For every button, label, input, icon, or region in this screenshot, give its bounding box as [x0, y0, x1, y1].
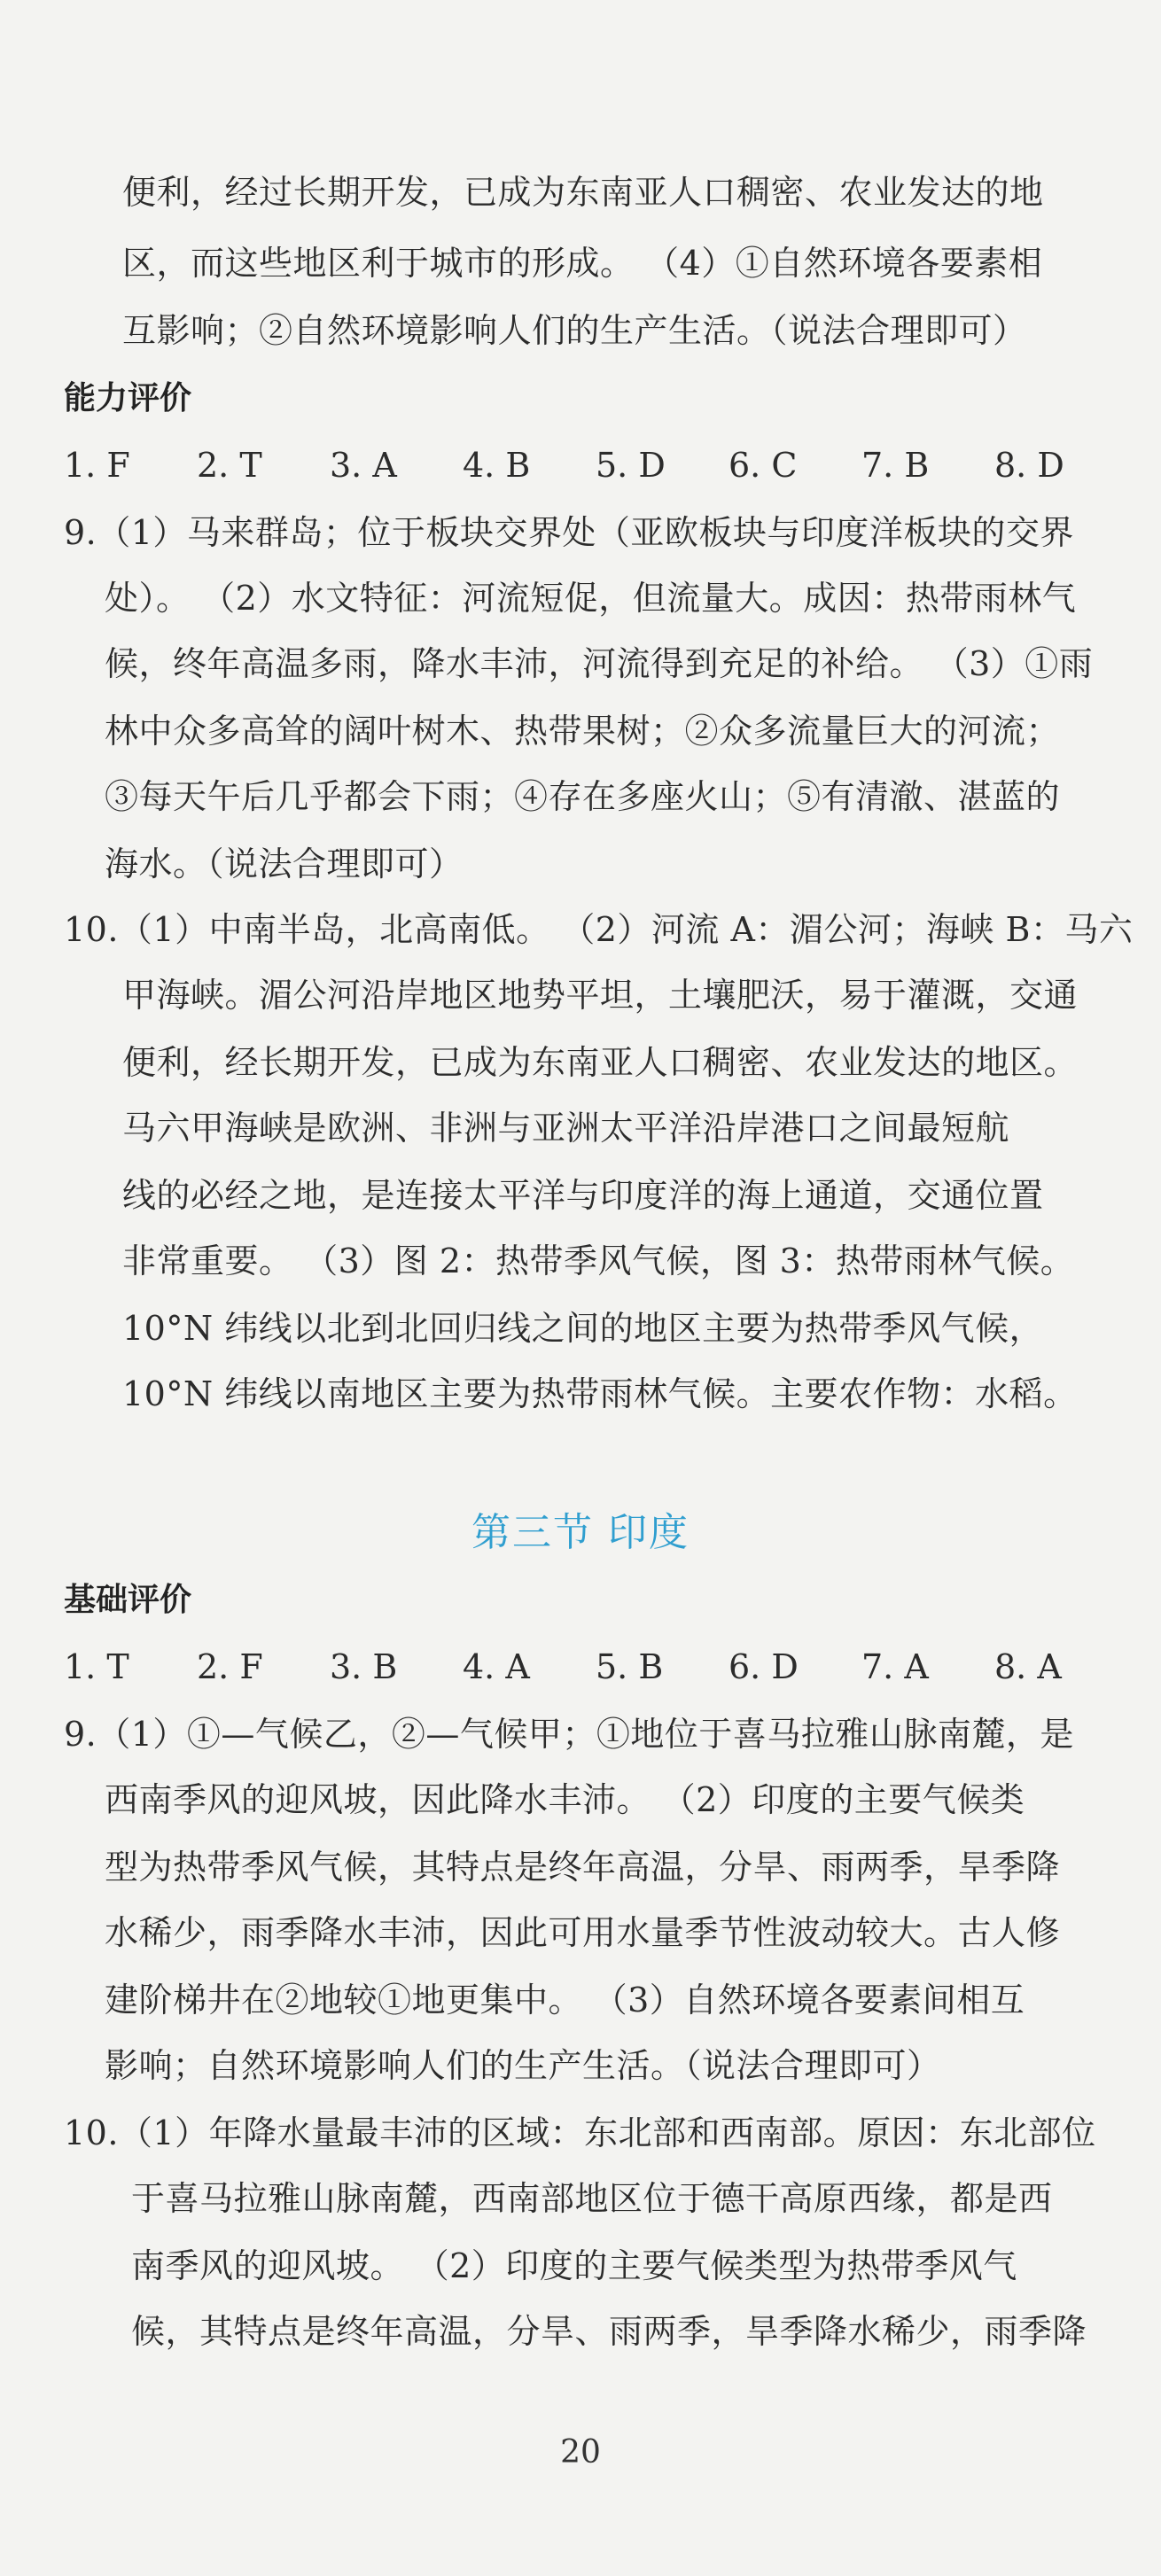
answer-item: 7. A: [861, 1647, 929, 1686]
answer-item: 2. F: [197, 1647, 263, 1686]
question-10-line: 10.（1）年降水量最丰沛的区域：东北部和西南部。原因：东北部位: [64, 2113, 1096, 2152]
question-9-line: 海水。（说法合理即可）: [105, 844, 464, 883]
section-title: 第三节 印度: [471, 1510, 690, 1555]
answer-item: 7. B: [861, 446, 930, 485]
question-9-line: 影响；自然环境影响人们的生产生活。（说法合理即可）: [105, 2046, 941, 2085]
question-9-line: 建阶梯井在②地较①地更集中。 （3）自然环境各要素间相互: [105, 1981, 1025, 2020]
question-9-line: 候，终年高温多雨，降水丰沛，河流得到充足的补给。 （3）①雨: [105, 644, 1094, 683]
question-10-line: 南季风的迎风坡。 （2）印度的主要气候类型为热带季风气: [131, 2246, 1017, 2285]
answer-item: 6. D: [729, 1647, 799, 1686]
page-number: 20: [560, 2434, 601, 2471]
text-line: 互影响；②自然环境影响人们的生产生活。（说法合理即可）: [122, 311, 1027, 350]
question-9-line: 9.（1）①—气候乙，②—气候甲；①地位于喜马拉雅山脉南麓，是: [64, 1715, 1074, 1754]
question-9-line: ③每天午后几乎都会下雨；④存在多座火山；⑤有清澈、湛蓝的: [105, 777, 1061, 816]
question-9-line: 处）。 （2）水文特征：河流短促，但流量大。成因：热带雨林气: [105, 579, 1077, 618]
answer-item: 3. B: [330, 1647, 398, 1686]
question-10-line: 于喜马拉雅山脉南麓，西南部地区位于德干高原西缘，都是西: [131, 2179, 1053, 2218]
text-line: 区，而这些地区利于城市的形成。 （4）①自然环境各要素相: [122, 244, 1043, 283]
answer-item: 5. B: [596, 1647, 664, 1686]
answer-item: 6. C: [729, 446, 798, 485]
answer-item: 8. D: [994, 446, 1064, 485]
answer-item: 4. B: [463, 446, 531, 485]
answer-item: 1. T: [64, 1647, 129, 1686]
answer-item: 8. A: [994, 1647, 1062, 1686]
answer-item: 2. T: [197, 446, 262, 485]
text-line: 便利，经过长期开发，已成为东南亚人口稠密、农业发达的地: [122, 173, 1044, 212]
question-10-line: 便利，经长期开发，已成为东南亚人口稠密、农业发达的地区。: [122, 1043, 1079, 1082]
answer-item: 1. F: [64, 446, 130, 485]
question-10-line: 马六甲海峡是欧洲、非洲与亚洲太平洋沿岸港口之间最短航: [122, 1109, 1010, 1148]
basic-heading: 基础评价: [64, 1582, 192, 1618]
ability-heading: 能力评价: [64, 380, 192, 416]
question-9-line: 林中众多高耸的阔叶树木、热带果树；②众多流量巨大的河流；: [105, 712, 1061, 751]
question-10-line: 10°N 纬线以北到北回归线之间的地区主要为热带季风气候，: [122, 1309, 1044, 1348]
answer-item: 4. A: [463, 1647, 530, 1686]
question-9-line: 9.（1）马来群岛；位于板块交界处（亚欧板块与印度洋板块的交界: [64, 513, 1074, 552]
question-10-line: 非常重要。 （3）图 2：热带季风气候，图 3：热带雨林气候。: [122, 1241, 1075, 1280]
answer-item: 3. A: [330, 446, 397, 485]
question-9-line: 水稀少，雨季降水丰沛，因此可用水量季节性波动较大。古人修: [105, 1913, 1061, 1952]
question-10-line: 线的必经之地，是连接太平洋与印度洋的海上通道，交通位置: [122, 1176, 1044, 1215]
question-9-line: 型为热带季风气候，其特点是终年高温，分旱、雨两季，旱季降: [105, 1848, 1061, 1887]
question-10-line: 候，其特点是终年高温，分旱、雨两季，旱季降水稀少，雨季降: [131, 2312, 1087, 2351]
answer-item: 5. D: [596, 446, 666, 485]
question-9-line: 西南季风的迎风坡，因此降水丰沛。 （2）印度的主要气候类: [105, 1780, 1025, 1819]
question-10-line: 10.（1）中南半岛，北高南低。 （2）河流 A：湄公河；海峡 B：马六: [64, 910, 1134, 949]
question-10-line: 10°N 纬线以南地区主要为热带雨林气候。主要农作物：水稻。: [122, 1374, 1078, 1413]
question-10-line: 甲海峡。湄公河沿岸地区地势平坦，土壤肥沃，易于灌溉，交通: [122, 976, 1079, 1015]
